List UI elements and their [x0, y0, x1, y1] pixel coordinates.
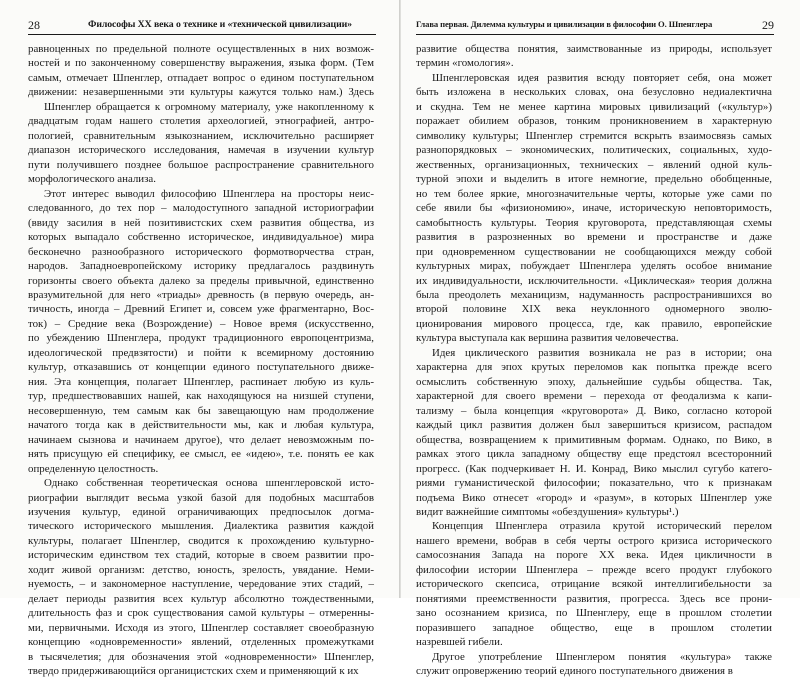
text-line: твердо придерживающийся органицистских схем и применяющий к их	[28, 665, 359, 678]
text-line: народов. Западноевропейскому историку предлагалось раздвинуть	[28, 260, 374, 273]
text-line: двадцатым годам нашего столетия археологией, этнографией, антро-	[28, 115, 374, 128]
text-line: Этот интерес выводил философию Шпенглера на просторы неис-	[44, 187, 374, 200]
text-line: исторического скепсиса, отрицание всякой интеллигибельности за	[416, 578, 772, 591]
text-line: самобытность культуры. Теория круговорота, представляющая схемы	[416, 216, 772, 229]
text-line: движении: незавершенными эти культуры кажутся только нам.) Здесь	[28, 86, 374, 99]
text-line: риографии выглядит весьма узкой базой для подобных масштабов	[28, 491, 374, 504]
text-line: поражает обилием образов, тонким проникновением в характерную	[416, 115, 772, 128]
text-line: быть изложена в нескольких словах, она безусловно недиалектична	[416, 86, 772, 99]
text-line: нашего времени, вобрав в себя черты острого кризиса исторического	[416, 534, 772, 547]
left-running-title: Философы XX века о технике и «технической цивилизации»	[88, 19, 352, 30]
text-line: но тем более яркие, многозначительные черты, которые уже сами по	[416, 187, 772, 200]
book-gutter	[399, 0, 401, 598]
text-line: второй половине XIX века неуклонного одномерного эволю-	[416, 303, 772, 316]
text-line: диапазон исторического исследования, намечая в изучении культур	[28, 144, 374, 157]
text-line: жественных, организационных, технических – явлений одной куль-	[416, 158, 772, 171]
text-line: философии истории Шпенглера – прежде всего продукт глубокого	[416, 563, 772, 576]
text-line: назревшей гибели.	[416, 636, 503, 649]
text-line: при одновременном существовании не сообщающихся между собой	[416, 245, 772, 258]
text-line: длительность фаз и срок существования самой культуры – отмеренны-	[28, 607, 374, 620]
text-line: равноценных по предельной полноте осуществленных в них возмож-	[28, 43, 374, 55]
text-line: которых выпадало собственно историческое, индивидуальное) мира	[28, 231, 374, 244]
text-line: характерна для эпох крутых переломов как попытка прежде всего	[416, 361, 772, 374]
text-line: характерной для своего времени – перехода от феодализма к капи-	[416, 390, 772, 403]
text-line: риями гуманистической философии; показательно, что к признакам	[416, 477, 772, 490]
text-line: ностей и по законченному совершенству выражения, языка форм. (Тем	[28, 57, 374, 70]
text-line: символику культуры; Шпенглер стремится вскрыть взаимосвязь самых	[416, 129, 772, 142]
text-line: разнопорядковых – экономических, политических, социальных, худо-	[416, 144, 772, 157]
text-line: следованного, до тех пор – малодоступного западной историографии	[28, 202, 374, 215]
text-line: ток) – Средние века (Возрождение) – Новое время (искусственно,	[28, 317, 374, 330]
text-line: делает периоды развития всех культур абсолютно тождественными,	[28, 592, 374, 605]
text-line: подъема Вико отнесет «город» и «разум», в которых Шпенглер уже	[416, 491, 772, 504]
text-line: культурных мирах, побуждает Шпенглера уделять особое внимание	[416, 260, 772, 273]
text-line: развития в разрозненных во времени и пространстве и даже	[416, 231, 772, 244]
text-line: самым, отмечает Шпенглер, отпадает вопрос о едином поступательном	[28, 71, 374, 84]
text-line: ходит живой организм: детство, юность, зрелость, увядание. Неми-	[28, 563, 374, 576]
text-line: Однако собственная теоретическая основа шпенглеровской исто-	[44, 477, 374, 490]
text-line: каждый цикл развития должен был завершиться кризисом, распадом	[416, 419, 772, 432]
text-line: их индивидуальности, исключительности. «Циклическая» теория должна	[416, 274, 772, 287]
left-running-head	[28, 18, 376, 35]
text-line: несовершенную, тем самым как бы завещающую нам продолжение	[28, 404, 374, 417]
right-page	[402, 0, 800, 678]
text-line: тичность, иногда – Древний Египет и, совсем уже фрагментарно, Вос-	[28, 303, 374, 316]
text-line: определенную целостность.	[28, 462, 159, 475]
text-line: самосознания Запада на пороге XX века. Идея цикличности в	[416, 549, 772, 562]
text-line: Концепция Шпенглера отразила крутой исторический перелом	[432, 520, 772, 533]
left-page-number: 28	[28, 18, 40, 32]
text-line: служит опровержению теорий единого поступательного движения в	[416, 665, 733, 678]
text-line: турной эпохи и выделить в итоге немногие, предельно обобщенные,	[416, 173, 772, 186]
text-line: нуемость, – и закономерное наступление, чередование этих стадий, –	[28, 578, 374, 591]
text-line: горизонты своего объекта далеко за пределы привычной, единственно	[28, 274, 374, 287]
text-line: морфологического анализа.	[28, 173, 156, 186]
text-line: пологией, сравнительным языкознанием, исключительно расширяет	[28, 129, 374, 142]
text-line: вразумительной для него «триады» древность (в первую очередь, ан-	[28, 288, 374, 301]
text-line: по убеждению Шпенглера, продукт традиционного европоцентризма,	[28, 332, 374, 345]
text-line: осмыслить собственную эпоху, дальнейшие судьбы общества. Так,	[416, 375, 772, 388]
text-line: понятиями преемственности развития, прогресса. Здесь все прони-	[416, 592, 772, 605]
text-line: Шпенглеровская идея развития всюду повторяет себя, она может	[432, 71, 772, 84]
text-line: была преодолеть механицизм, надуманность распространившихся во	[416, 288, 772, 301]
text-line: концепцию «одновременности» явлений, отделенных промежутками	[28, 636, 374, 649]
text-line: культур, отказавшись от концепции единого поступательного движе-	[28, 361, 374, 374]
text-line: бесконечно разнообразного исторического формотворчества стран,	[28, 245, 374, 258]
text-line: культуры, полагает Шпенглер, сводится к прохождению культурно-	[28, 534, 374, 547]
text-line: идеологической предвзятости) и пойти к всемирному достоянию	[28, 346, 374, 359]
left-body-text	[28, 42, 374, 679]
right-running-title: Глава первая. Дилемма культуры и цивилизации в философии О. Шпенглера	[416, 19, 713, 29]
text-line: историческим единством тех стадий, которые в своем развитии про-	[28, 549, 374, 562]
text-line: Шпенглер обращается к огромному материалу, уже накопленному к	[44, 100, 374, 113]
left-page	[0, 0, 398, 678]
text-line: начинаем сызнова и начинаем другое), что делает невозможным по-	[28, 433, 374, 446]
text-line: (ввиду засилия в ней позитивистских схем развития общества, из	[28, 216, 374, 229]
text-line: тур, предшествовавших нашей, как находящуюся на низшей ступени,	[28, 390, 374, 403]
text-line: пути получившего позднее большое распространение сравнительного	[28, 158, 374, 171]
text-line: развитие общества понятия, заимствованные из природы, использует	[416, 43, 772, 55]
right-running-head	[416, 18, 774, 35]
right-page-number: 29	[762, 18, 774, 32]
text-line: в тысячелетия; для обозначения этой «одновременности» Шпенглер,	[28, 650, 374, 663]
text-line: тического исторического мышления. Диалектика развития каждой	[28, 520, 374, 533]
text-line: ционирования мирового процесса, где, как правило, европейские	[416, 317, 772, 330]
text-line: культура выступала как вершина развития человечества.	[416, 332, 679, 345]
text-line: изучения культур, единой ограничивающих предпосылок догма-	[28, 506, 374, 518]
text-line: зано осознанием кризиса, по Шпенглеру, еще в прошлом столетии	[416, 607, 772, 620]
text-line: начатого тогда как в действительности мы, как и любая культура,	[28, 419, 374, 432]
text-line: общества, возвращением к примитивным формам. Однако, по Вико, в	[416, 433, 772, 446]
text-line: Идея циклического развития возникала не раз в истории; она	[432, 346, 772, 359]
text-line: нять присущую ей специфику, ее смысл, ее «идею», т.е. понять ее как	[28, 448, 374, 461]
text-line: термин «гомология».	[416, 57, 514, 70]
text-line: Другое употребление Шпенглером понятия «культура» также	[432, 650, 772, 663]
text-line: ния. Эта концепция, полагает Шпенглер, распинает любую из куль-	[28, 375, 374, 388]
text-line: и скудна. Тем не менее картина мировых цивилизаций («культур»)	[416, 100, 772, 113]
text-line: поразившего западное общество, еще в прошлом столетии	[416, 621, 772, 634]
text-line: видит важнейшие симптомы «обездушения» культуры¹.)	[416, 506, 679, 518]
text-line: рамках этого цикла западному обществу еще предстоял всесторонний	[416, 448, 772, 461]
text-line: прогресс. (Как подчеркивает Н. И. Конрад, Вико мыслил сугубо катего-	[416, 462, 772, 475]
text-line: тализму – была концепция «круговорота» Д. Вико, согласно которой	[416, 404, 772, 417]
right-body-text	[416, 42, 772, 679]
text-line: себе явили бы «физиономию», иначе, историческую неповторимость,	[416, 202, 772, 215]
text-line: ми, первичными. Исходя из этого, Шпенглер составляет своеобразную	[28, 621, 374, 634]
